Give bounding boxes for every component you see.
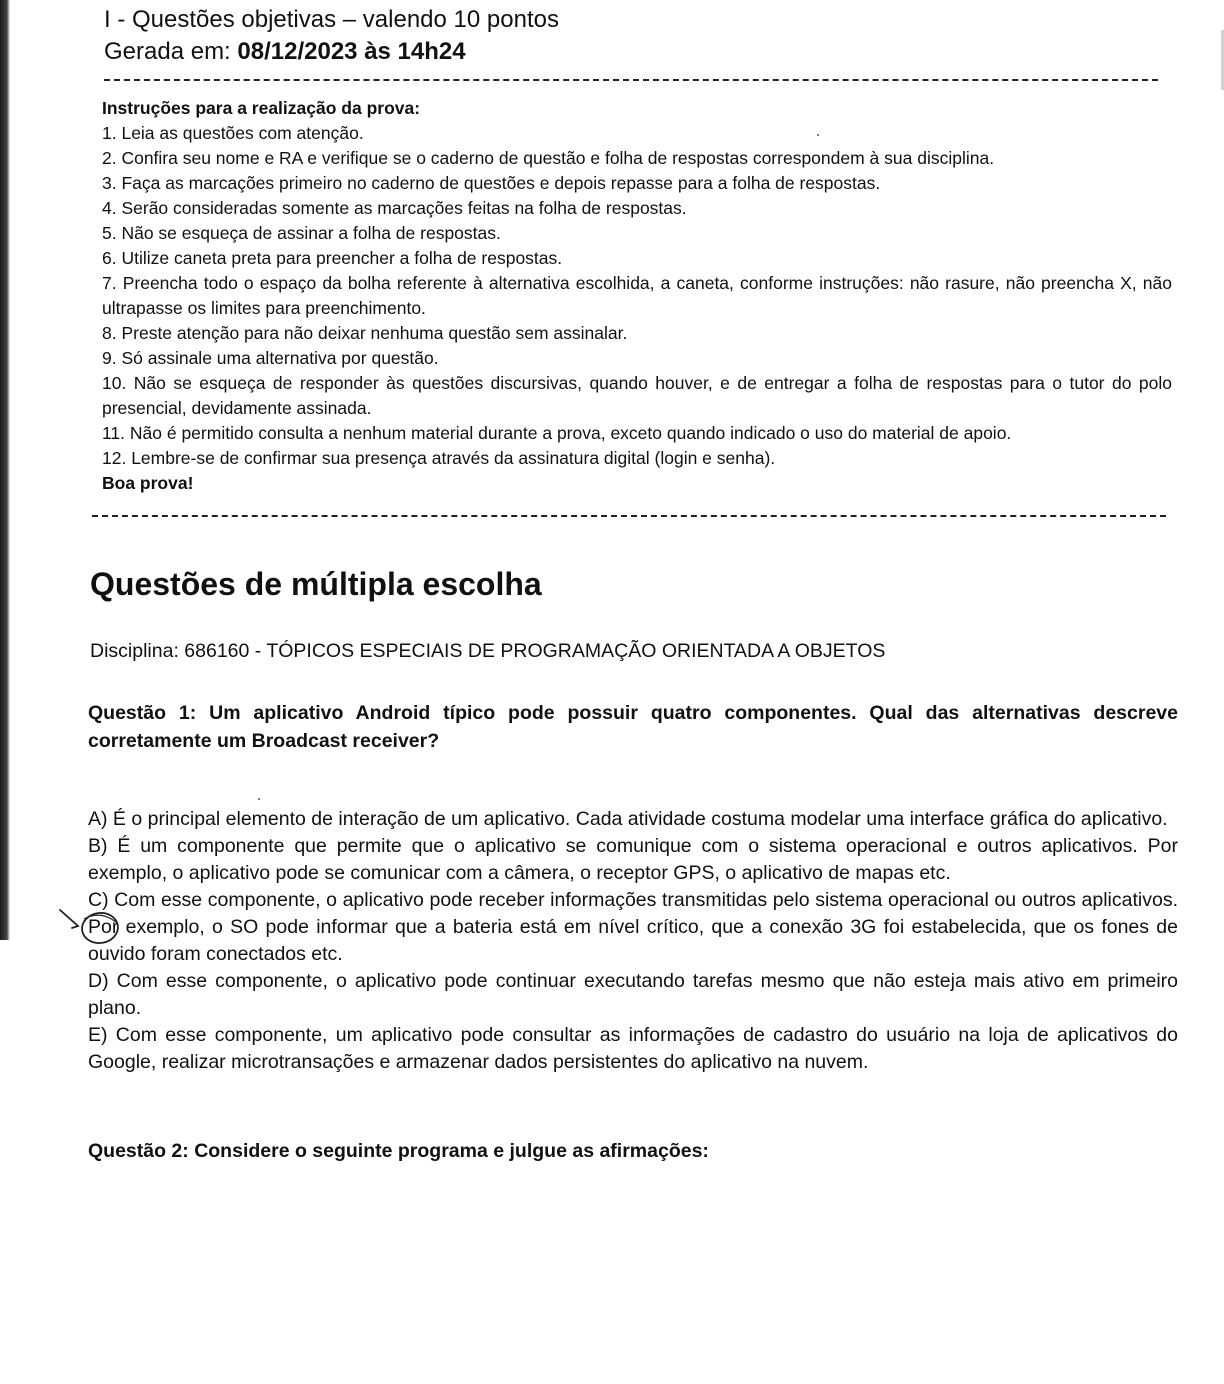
instruction-item: 7. Preencha todo o espaço da bolha referente à alternativa escolhida, a caneta, conforme instruções: não rasure, não preencha X, não ultrapasse os limites para preenchimento. bbox=[102, 273, 1172, 318]
question-1-text: Questão 1: Um aplicativo Android típico pode possuir quatro componentes. Qual das alternativas descreve corretamente um Broadcast receiver? bbox=[88, 702, 1178, 752]
instruction-item: 11. Não é permitido consulta a nenhum material durante a prova, exceto quando indicado o uso do material de apoio. bbox=[102, 423, 1012, 443]
dashed-divider-top bbox=[104, 79, 1158, 81]
instruction-item: 8. Preste atenção para não deixar nenhuma questão sem assinalar. bbox=[102, 323, 628, 343]
alternative-a: A) É o principal elemento de interação de um aplicativo. Cada atividade costuma modelar uma interface gráfica do aplicativo. bbox=[88, 808, 1168, 830]
section-title: Questões de múltipla escolha bbox=[90, 566, 542, 602]
dashed-divider-bottom bbox=[92, 515, 1166, 517]
instruction-item: 2. Confira seu nome e RA e verifique se o caderno de questão e folha de respostas correspondem à sua disciplina. bbox=[102, 148, 995, 168]
instruction-item: 4. Serão consideradas somente as marcações feitas na folha de respostas. bbox=[102, 198, 687, 218]
instruction-item: 5. Não se esqueça de assinar a folha de respostas. bbox=[102, 223, 501, 243]
alternative-e: E) Com esse componente, um aplicativo pode consultar as informações de cadastro do usuário na loja de aplicativos do Google, realizar microtransações e armazenar dados persistentes do aplicativo na nuvem. bbox=[88, 1024, 1178, 1073]
scan-shadow-edge bbox=[0, 0, 10, 940]
generated-prefix: Gerada em: bbox=[104, 38, 238, 65]
instruction-item: 1. Leia as questões com atenção. bbox=[102, 123, 364, 143]
alternative-c: C) Com esse componente, o aplicativo pode receber informações transmitidas pelo sistema operacional ou outros aplicativos. Por exemplo, o SO pode informar que a bateria está em nível crítico, que a conexão 3G foi estabelecida, que os fones de ouvido foram conectados etc. bbox=[88, 889, 1178, 965]
instructions-block bbox=[102, 96, 1172, 496]
alternative-b: B) É um componente que permite que o aplicativo se comunique com o sistema operacional e outros aplicativos. Por exemplo, o aplicativo pode se comunicar com a câmera, o receptor GPS, o aplicativo de mapas etc. bbox=[88, 835, 1178, 884]
instructions-title: Instruções para a realização da prova: bbox=[102, 98, 421, 118]
alternative-d: D) Com esse componente, o aplicativo pode continuar executando tarefas mesmo que não esteja mais ativo em primeiro plano. bbox=[88, 970, 1178, 1019]
generated-value: 08/12/2023 às 14h24 bbox=[237, 38, 466, 65]
instruction-item: 6. Utilize caneta preta para preencher a folha de respostas. bbox=[102, 248, 563, 268]
scan-speck bbox=[258, 798, 260, 800]
exam-generated-date bbox=[104, 36, 466, 68]
instructions-closing: Boa prova! bbox=[102, 473, 194, 493]
scan-speck bbox=[817, 134, 819, 136]
instruction-item: 3. Faça as marcações primeiro no caderno de questões e depois repasse para a folha de respostas. bbox=[102, 173, 881, 193]
question-1-alternatives bbox=[88, 806, 1178, 1076]
discipline-line: Disciplina: 686160 - TÓPICOS ESPECIAIS DE PROGRAMAÇÃO ORIENTADA A OBJETOS bbox=[90, 640, 886, 662]
exam-header-title: I - Questões objetivas – valendo 10 pontos bbox=[104, 6, 559, 33]
instruction-item: 12. Lembre-se de confirmar sua presença através da assinatura digital (login e senha). bbox=[102, 448, 776, 468]
instruction-item: 9. Só assinale uma alternativa por questão. bbox=[102, 348, 439, 368]
instruction-item: 10. Não se esqueça de responder às questões discursivas, quando houver, e de entregar a folha de respostas para o tutor do polo presencial, devidamente assinada. bbox=[102, 373, 1172, 418]
question-2-text: Questão 2: Considere o seguinte programa e julgue as afirmações: bbox=[88, 1140, 709, 1162]
